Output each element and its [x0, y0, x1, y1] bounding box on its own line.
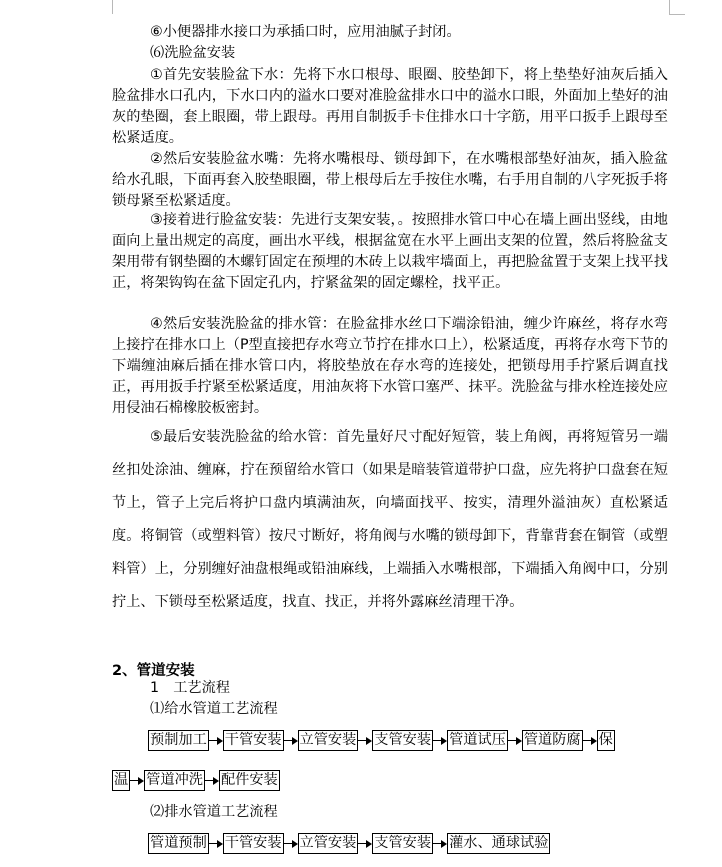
section-6-title: ⑹洗脸盆安装: [150, 45, 236, 61]
arrow-right-icon: [284, 737, 298, 745]
section-heading-2: 2、管道安装: [112, 663, 195, 679]
arrow-right-icon: [358, 737, 372, 745]
paragraph-1: ①首先安装脸盆下水：先将下水口根母、眼圈、胶垫卸下，将上垫垫好油灰后插入脸盆排水口孔内，下水口内的溢水口要对准脸盆排水口中的溢水口眼，外面加上垫好的油灰的垫圈，套上眼圈，带上跟母。再用自制扳手卡住排水口十字筋，用平口扳手上跟母至松紧适度。: [112, 67, 668, 146]
arrow-right-icon: [284, 840, 298, 848]
arrow-right-icon: [130, 777, 144, 785]
flow-box: 保: [597, 730, 615, 751]
flow-box: 配件安装: [219, 770, 280, 791]
flow-box: 灌水、通球试验: [447, 833, 550, 854]
water-supply-flow-title: ⑴给水管道工艺流程: [150, 701, 278, 717]
crop-mark-top-right-h: [669, 14, 685, 15]
paragraph-4: ④然后安装洗脸盆的排水管：在脸盆排水丝口下端涂铅油，缠少许麻丝，将存水弯上接拧在排水口上（P型直接把存水弯立节拧在排水口上），松紧适度，再将存水弯下节的下端缠油麻后插在排水管口内，将胶垫放在存水弯的连接处，把锁母用手拧紧后调直找正，再用扳手拧紧至松紧适度，用油灰将下水管口塞严、抹平。洗脸盆与排水栓连接处应用侵油石棉橡胶板密封。: [112, 316, 668, 416]
water-supply-flow-row-2: [112, 770, 280, 791]
arrow-right-icon: [433, 840, 447, 848]
arrow-right-icon: [583, 737, 597, 745]
paragraph-2: ②然后安装脸盆水嘴：先将水嘴根母、锁母卸下，在水嘴根部垫好油灰，插入脸盆给水孔眼，下面再套入胶垫眼圈，带上根母后左手按住水嘴，右手用自制的八字死扳手将锁母紧至松紧适度。: [112, 151, 668, 209]
crop-mark-top-left-v: [112, 0, 113, 14]
crop-mark-top-right-v: [669, 0, 670, 14]
arrow-right-icon: [358, 840, 372, 848]
flow-box: 管道预制: [148, 833, 209, 854]
flow-box: 立管安装: [298, 730, 359, 751]
flow-box: 管道防腐: [522, 730, 583, 751]
doc-line-6: ⑥小便器排水接口为承插口时，应用油腻子封闭。: [150, 24, 461, 40]
arrow-right-icon: [508, 737, 522, 745]
drainage-flow-title: ⑵排水管道工艺流程: [150, 804, 278, 820]
flow-box: 预制加工: [148, 730, 209, 751]
process-flow-label: 1 工艺流程: [150, 680, 230, 696]
flow-box: 管道试压: [447, 730, 508, 751]
arrow-right-icon: [433, 737, 447, 745]
flow-box: 干管安装: [223, 833, 284, 854]
flow-box: 干管安装: [223, 730, 284, 751]
paragraph-3: ③接着进行脸盆安装：先进行支架安装，。按照排水管口中心在墙上画出竖线，由地面向上量出规定的高度，画出水平线，根据盆宽在水平上画出支架的位置，然后将脸盆支架用带有钢垫圈的木螺钉固定在预埋的木砖上以栽牢墙面上，再把脸盆置于支架上找平找正，将架钩钩在盆下固定孔内，拧紧盆架的固定螺栓，找平正。: [112, 212, 668, 291]
flow-box: 温: [112, 770, 130, 791]
paragraph-5: ⑤最后安装洗脸盆的给水管：首先量好尺寸配好短管，装上角阀，再将短管另一端丝扣处涂油、缠麻，拧在预留给水管口（如果是暗装管道带护口盘，应先将护口盘套在短节上，管子上完后将护口盘内填满油灰，向墙面找平、按实，清理外溢油灰）直松紧适度。将铜管（或塑料管）按尺寸断好，将角阀与水嘴的锁母卸下，背靠背套在铜管（或塑料管）上，分别缠好油盘根绳或铅油麻线，上端插入水嘴根部，下端插入角阀中口，分别拧上、下锁母至松紧适度，找直、找正，并将外露麻丝清理干净。: [112, 429, 668, 610]
flow-box: 立管安装: [298, 833, 359, 854]
water-supply-flow-row-1: [148, 730, 615, 751]
arrow-right-icon: [209, 840, 223, 848]
arrow-right-icon: [209, 737, 223, 745]
flow-box: 支管安装: [372, 833, 433, 854]
flow-box: 支管安装: [372, 730, 433, 751]
drainage-flow-row: [148, 833, 550, 854]
flow-box: 管道冲洗: [144, 770, 205, 791]
arrow-right-icon: [205, 777, 219, 785]
